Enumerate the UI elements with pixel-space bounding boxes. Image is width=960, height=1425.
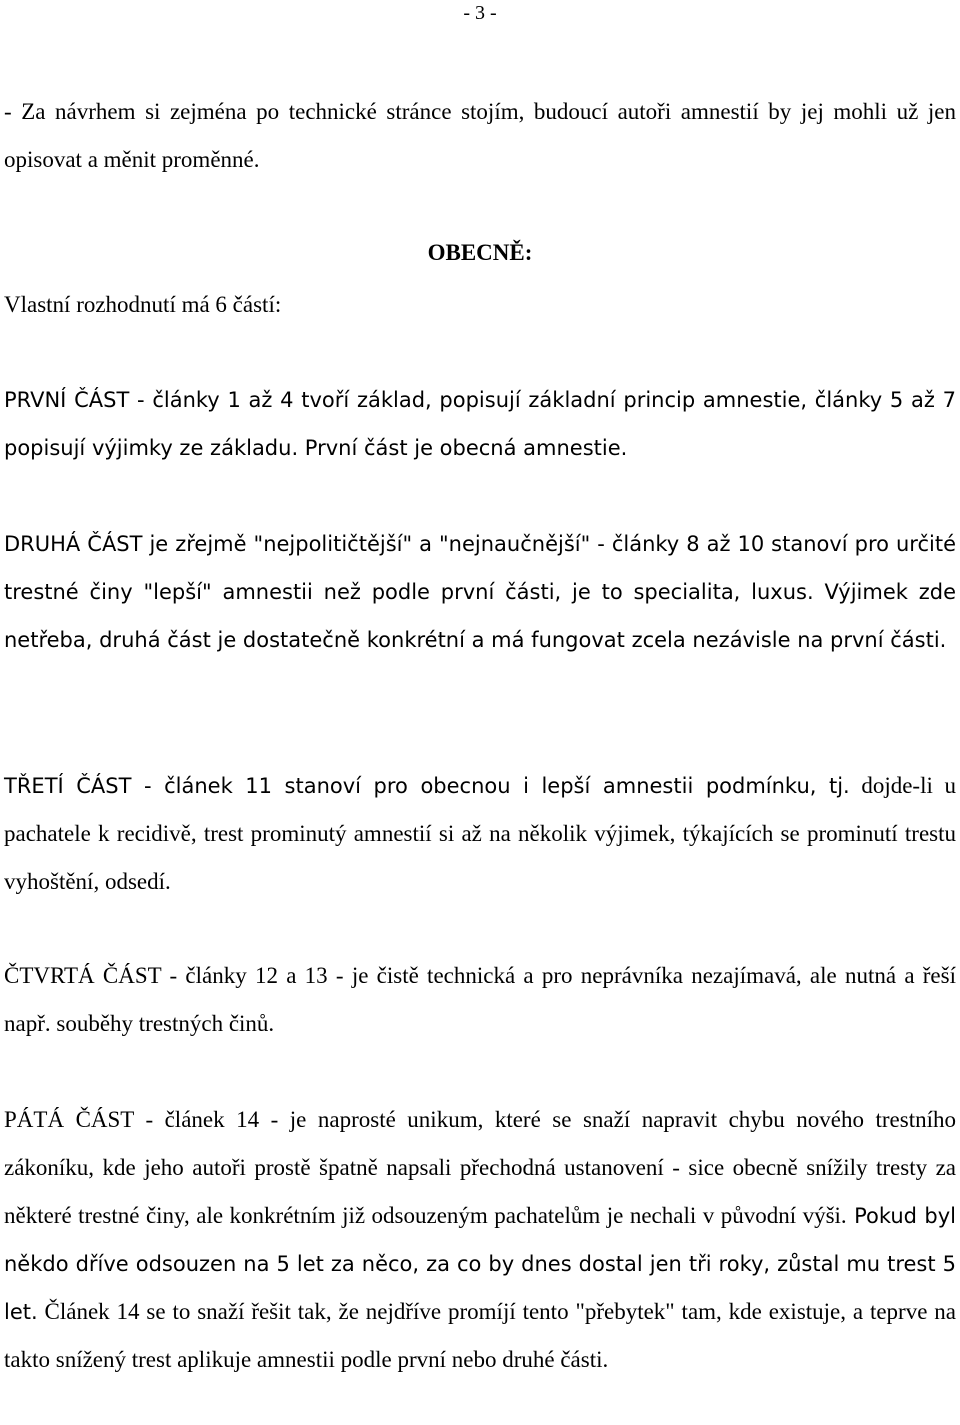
page-number: - 3 - <box>463 2 497 24</box>
part5-text-c: Článek 14 se to snaží řešit tak, že nejdříve promíjí tento "přebytek" tam, kde existuje, a teprve na takto snížený trest aplikuje amnestii podle první nebo druhé části. <box>4 1299 956 1372</box>
part5-text-a: PÁTÁ ČÁST - článek 14 - je naprosté unikum, které se snaží napravit chybu nového trestního zákoníku, kde jeho autoři prostě špatně napsali přechodná ustanovení - sice obecně snížily tresty za některé trestné činy, ale konkrétním již odsouzeným pachatelům je nechali v původní výši. <box>4 1107 956 1228</box>
parts-count-line: Vlastní rozhodnutí má 6 částí: <box>4 292 282 317</box>
part2-paragraph <box>4 520 956 664</box>
part5-paragraph <box>4 1096 956 1384</box>
intro-paragraph: - Za návrhem si zejména po technické stránce stojím, budoucí autoři amnestií by jej mohli už jen opisovat a měnit proměnné. <box>4 99 956 172</box>
part4-text: ČTVRTÁ ČÁST - články 12 a 13 - je čistě technická a pro neprávníka nezajímavá, ale nutná a řeší např. souběhy trestných činů. <box>4 963 956 1036</box>
part3-paragraph <box>4 762 956 906</box>
part1-paragraph: PRVNÍ ČÁST - články 1 až 4 tvoří základ, popisují základní princip amnestie, články 5 až 7 popisují výjimky ze základu. První část je obecná amnestie. <box>4 388 956 460</box>
part3-text-a: TŘETÍ ČÁST - článek 11 stanoví pro obecnou i lepší amnestii podmínku, tj. <box>4 774 850 798</box>
part3-text-b: dojde-li u pachatele k recidivě, trest prominutý amnestií si až na několik výjimek, týkajících se prominutí trestu vyhoštění, odsedí. <box>4 773 956 894</box>
part5-text-b: Pokud byl někdo dříve odsouzen na 5 let za něco, za co by dnes dostal jen tři roky, zůstal mu trest 5 let. <box>4 1204 956 1324</box>
section-heading: OBECNĚ: <box>427 240 533 265</box>
part4-paragraph <box>4 952 956 1048</box>
part2-text: DRUHÁ ČÁST je zřejmě "nejpolitičtější" a "nejnaučnější" - články 8 až 10 stanoví pro určité trestné činy "lepší" amnestii než podle první části, je to specialita, luxus. Výjimek zde netřeba, druhá část je dostatečně konkrétní a má fungovat zcela nezávisle na první části. <box>4 532 956 652</box>
